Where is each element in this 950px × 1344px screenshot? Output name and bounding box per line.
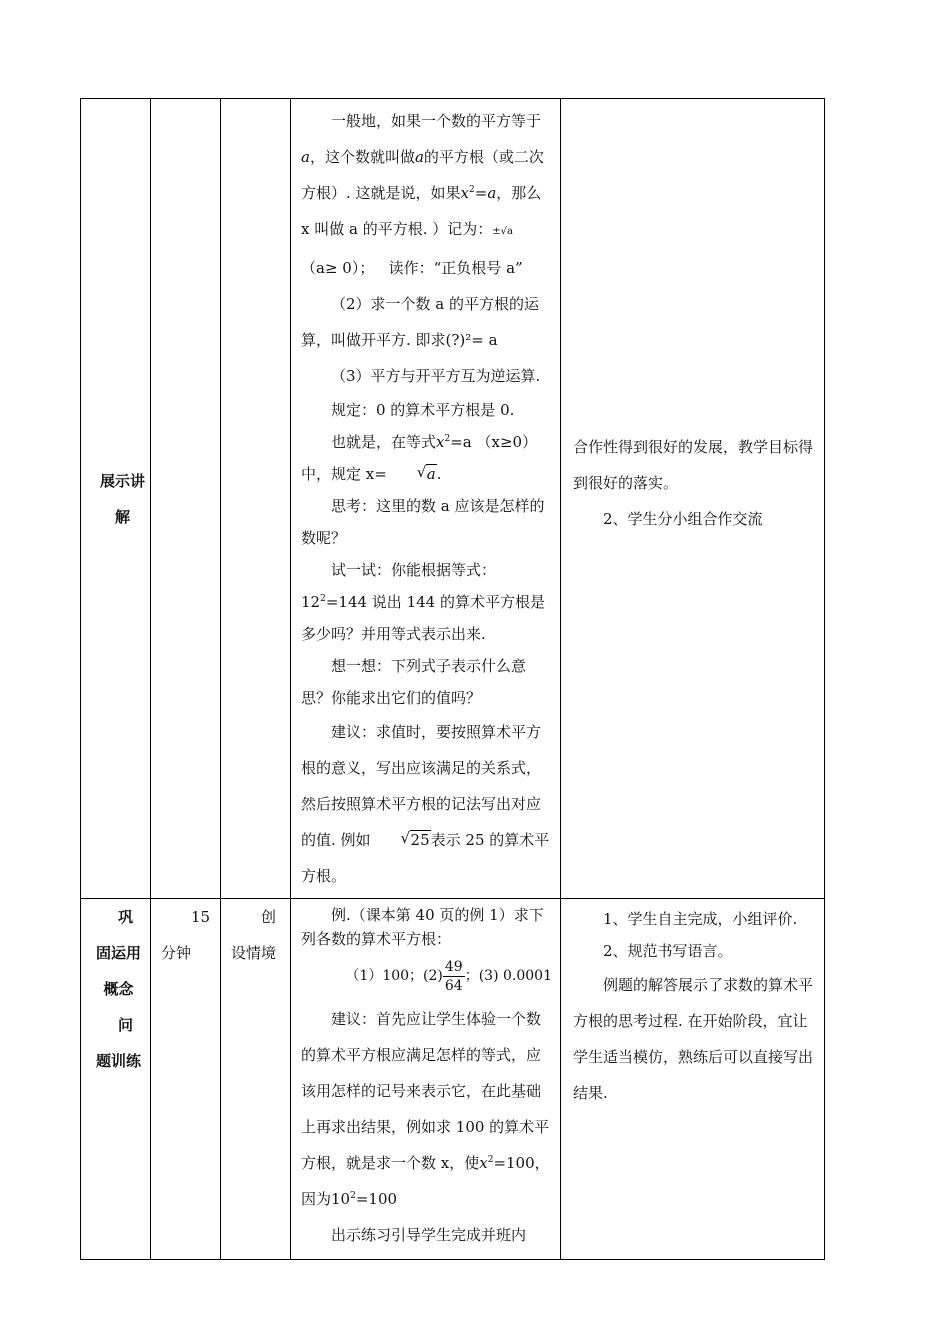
table-row: [81, 99, 825, 899]
practice-paragraph: 出示练习引导学生完成并班内: [331, 1226, 527, 1244]
inverse-paragraph: （3）平方与开平方互为逆运算.: [331, 367, 541, 385]
equation-paragraph: 也就是，在等式$x^2=a$ （x≥0）中，规定 x=√ a.: [301, 426, 552, 490]
try-paragraph: 试一试：你能根据等式：$12^2=144$ 说出 144 的算术平方根是多少吗？并用等式表示出来.: [301, 561, 545, 643]
reading-line: （a≥ 0）； 读作：“正负根号 a”: [301, 259, 523, 277]
content-cell: [291, 899, 561, 1260]
table-row: [81, 899, 825, 1260]
example-items: （1）100；(2) $\frac{49}{64}$ ；(3) 0.0001: [345, 958, 552, 994]
notes-paragraph: 1、学生自主完成，小组评价.: [603, 910, 798, 928]
notes-paragraph: 合作性得到很好的发展，教学目标得到很好的落实。: [573, 438, 814, 492]
notes-cell: [561, 99, 825, 899]
time-cell: [151, 899, 221, 1260]
stage-label: 巩 固运用 概念 问 题训练: [95, 908, 141, 1070]
stage-cell: [81, 899, 151, 1260]
time-label: 15 分钟: [161, 908, 211, 962]
think-paragraph: 思考：这里的数 a 应该是怎样的数呢？: [301, 497, 545, 547]
content-cell: [291, 99, 561, 899]
suggestion-paragraph: 建议：求值时，要按照算术平方根的意义，写出应该满足的关系式，然后按照算术平方根的记法写出对应的值. 例如√ 25表示 25 的算术平方根。: [301, 714, 552, 894]
rule-paragraph: 规定：0 的算术平方根是 0.: [331, 401, 515, 419]
stage-label: 展示讲解: [99, 471, 145, 526]
notes-cell: [561, 899, 825, 1260]
ponder-paragraph: 想一想：下列式子表示什么意思？你能求出它们的值吗？: [301, 657, 527, 707]
method-label: 创 设情境: [231, 908, 277, 962]
operation-paragraph: （2）求一个数 a 的平方根的运算，叫做开平方. 即求(?)²= a: [301, 295, 540, 349]
method-cell: [221, 899, 291, 1260]
notes-paragraph: 2、规范书写语言。: [603, 942, 733, 960]
suggestion-paragraph: 建议：首先应让学生体验一个数的算术平方根应满足怎样的等式，应该用怎样的记号来表示它，在此基础上再求出结果，例如求 100 的算术平方根，就是求一个数 x，使$x^2=100$，因为$10^2=100$: [301, 1010, 550, 1208]
notes-paragraph: 例题的解答展示了求数的算术平方根的思考过程. 在开始阶段，宜让学生适当模仿，熟练后可以直接写出结果.: [573, 976, 814, 1102]
stage-cell: [81, 99, 151, 899]
method-cell: [221, 99, 291, 899]
fraction: $\frac{49}{64}$: [444, 958, 463, 994]
sqrt-symbol: √ a: [387, 458, 437, 490]
example-paragraph: 例.（课本第 40 页的例 1）求下列各数的算术平方根：: [301, 906, 544, 948]
definition-paragraph: 一般地，如果一个数的平方等于a，这个数就叫做a的平方根（或二次方根）. 这就是说，如果$x^2=a$，那么 x 叫做 a 的平方根. ）记为：±√a: [301, 112, 544, 238]
notes-paragraph: 2、学生分小组合作交流: [603, 510, 763, 528]
sqrt-symbol: √ 25: [371, 822, 431, 858]
lesson-plan-table: [80, 98, 825, 1260]
time-cell: [151, 99, 221, 899]
